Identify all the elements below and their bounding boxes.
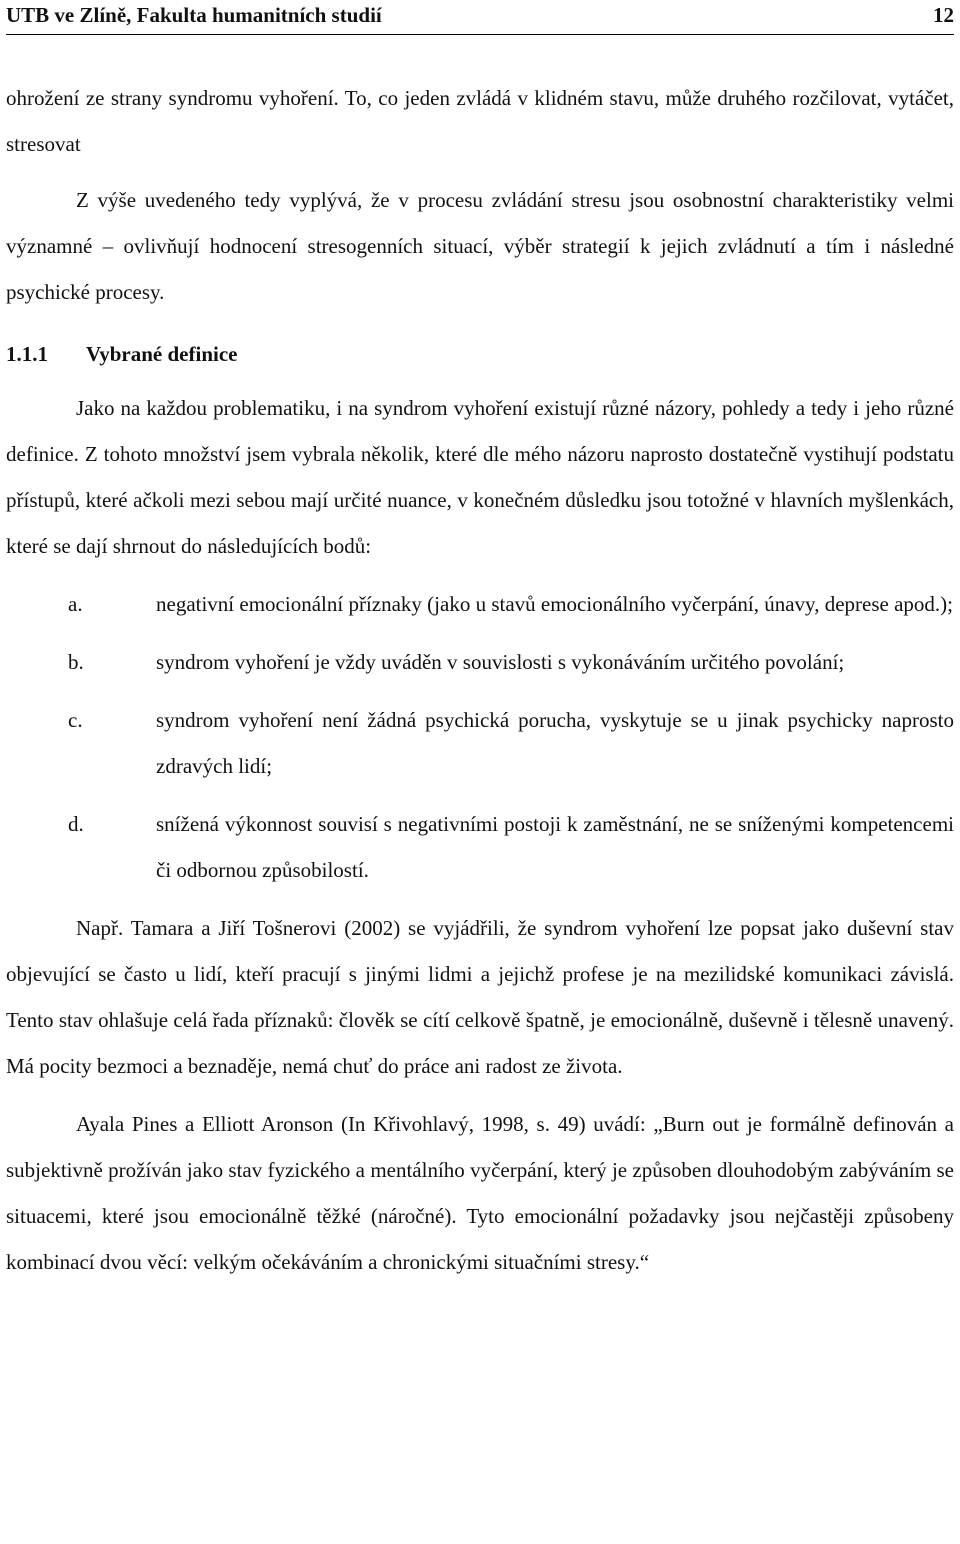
list-marker: c. <box>68 708 83 732</box>
document-body <box>6 75 954 1285</box>
section-number: 1.1.1 <box>6 342 48 366</box>
list-marker: b. <box>68 650 84 674</box>
list-item-text: syndrom vyhoření není žádná psychická porucha, vyskytuje se u jinak psychicky naprosto zdravých lidí; <box>156 708 954 778</box>
paragraph: Z výše uvedeného tedy vyplývá, že v procesu zvládání stresu jsou osobnostní charakteristiky velmi významné – ovlivňují hodnocení stresogenních situací, výběr strategií k jejich zvládnutí a tím i následné psychické procesy. <box>6 188 954 304</box>
definition-list <box>6 581 954 893</box>
paragraph: Ayala Pines a Elliott Aronson (In Křivohlavý, 1998, s. 49) uvádí: „Burn out je formálně definován a subjektivně prožíván jako stav fyzického a mentálního vyčerpání, který je způsoben dlouhodobým zabýváním se situacemi, které jsou emocionálně těžké (náročné). Tyto emocionální požadavky jsou nejčastěji způsobeny kombinací dvou věcí: velkým očekáváním a chronickými situačními stresy.“ <box>6 1112 954 1274</box>
section-heading <box>6 331 954 377</box>
list-item <box>6 697 954 789</box>
list-item <box>6 639 954 685</box>
paragraph: Např. Tamara a Jiří Tošnerovi (2002) se vyjádřili, že syndrom vyhoření lze popsat jako duševní stav objevující se často u lidí, kteří pracují s jinými lidmi a jejichž profese je na mezilidské komunikaci závislá. Tento stav ohlašuje celá řada příznaků: člověk se cítí celkově špatně, je emocionálně, duševně i tělesně unavený. Má pocity bezmoci a beznaděje, nemá chuť do práce ani radost ze života. <box>6 916 954 1078</box>
list-item-text: syndrom vyhoření je vždy uváděn v souvislosti s vykonáváním určitého povolání; <box>156 650 845 674</box>
paragraph: Jako na každou problematiku, i na syndrom vyhoření existují různé názory, pohledy a tedy i jeho různé definice. Z tohoto množství jsem vybrala několik, které dle mého názoru naprosto dostatečně vystihují podstatu přístupů, které ačkoli mezi sebou mají určité nuance, v konečném důsledku jsou totožné v hlavních myšlenkách, které se dají shrnout do následujících bodů: <box>6 396 954 558</box>
list-item <box>6 581 954 627</box>
list-marker: d. <box>68 812 84 836</box>
section-title: Vybrané definice <box>86 342 238 366</box>
list-marker: a. <box>68 592 83 616</box>
list-item-text: snížená výkonnost souvisí s negativními postoji k zaměstnání, ne se sníženými kompetencemi či odbornou způsobilostí. <box>156 812 954 882</box>
header-title: UTB ve Zlíně, Fakulta humanitních studií <box>6 3 382 27</box>
list-item <box>6 801 954 893</box>
paragraph: ohrožení ze strany syndromu vyhoření. To, co jeden zvládá v klidném stavu, může druhého rozčilovat, vytáčet, stresovat <box>6 86 954 156</box>
list-item-text: negativní emocionální příznaky (jako u stavů emocionálního vyčerpání, únavy, deprese apod.); <box>156 592 953 616</box>
page-number: 12 <box>933 3 954 27</box>
page-header <box>6 0 954 35</box>
